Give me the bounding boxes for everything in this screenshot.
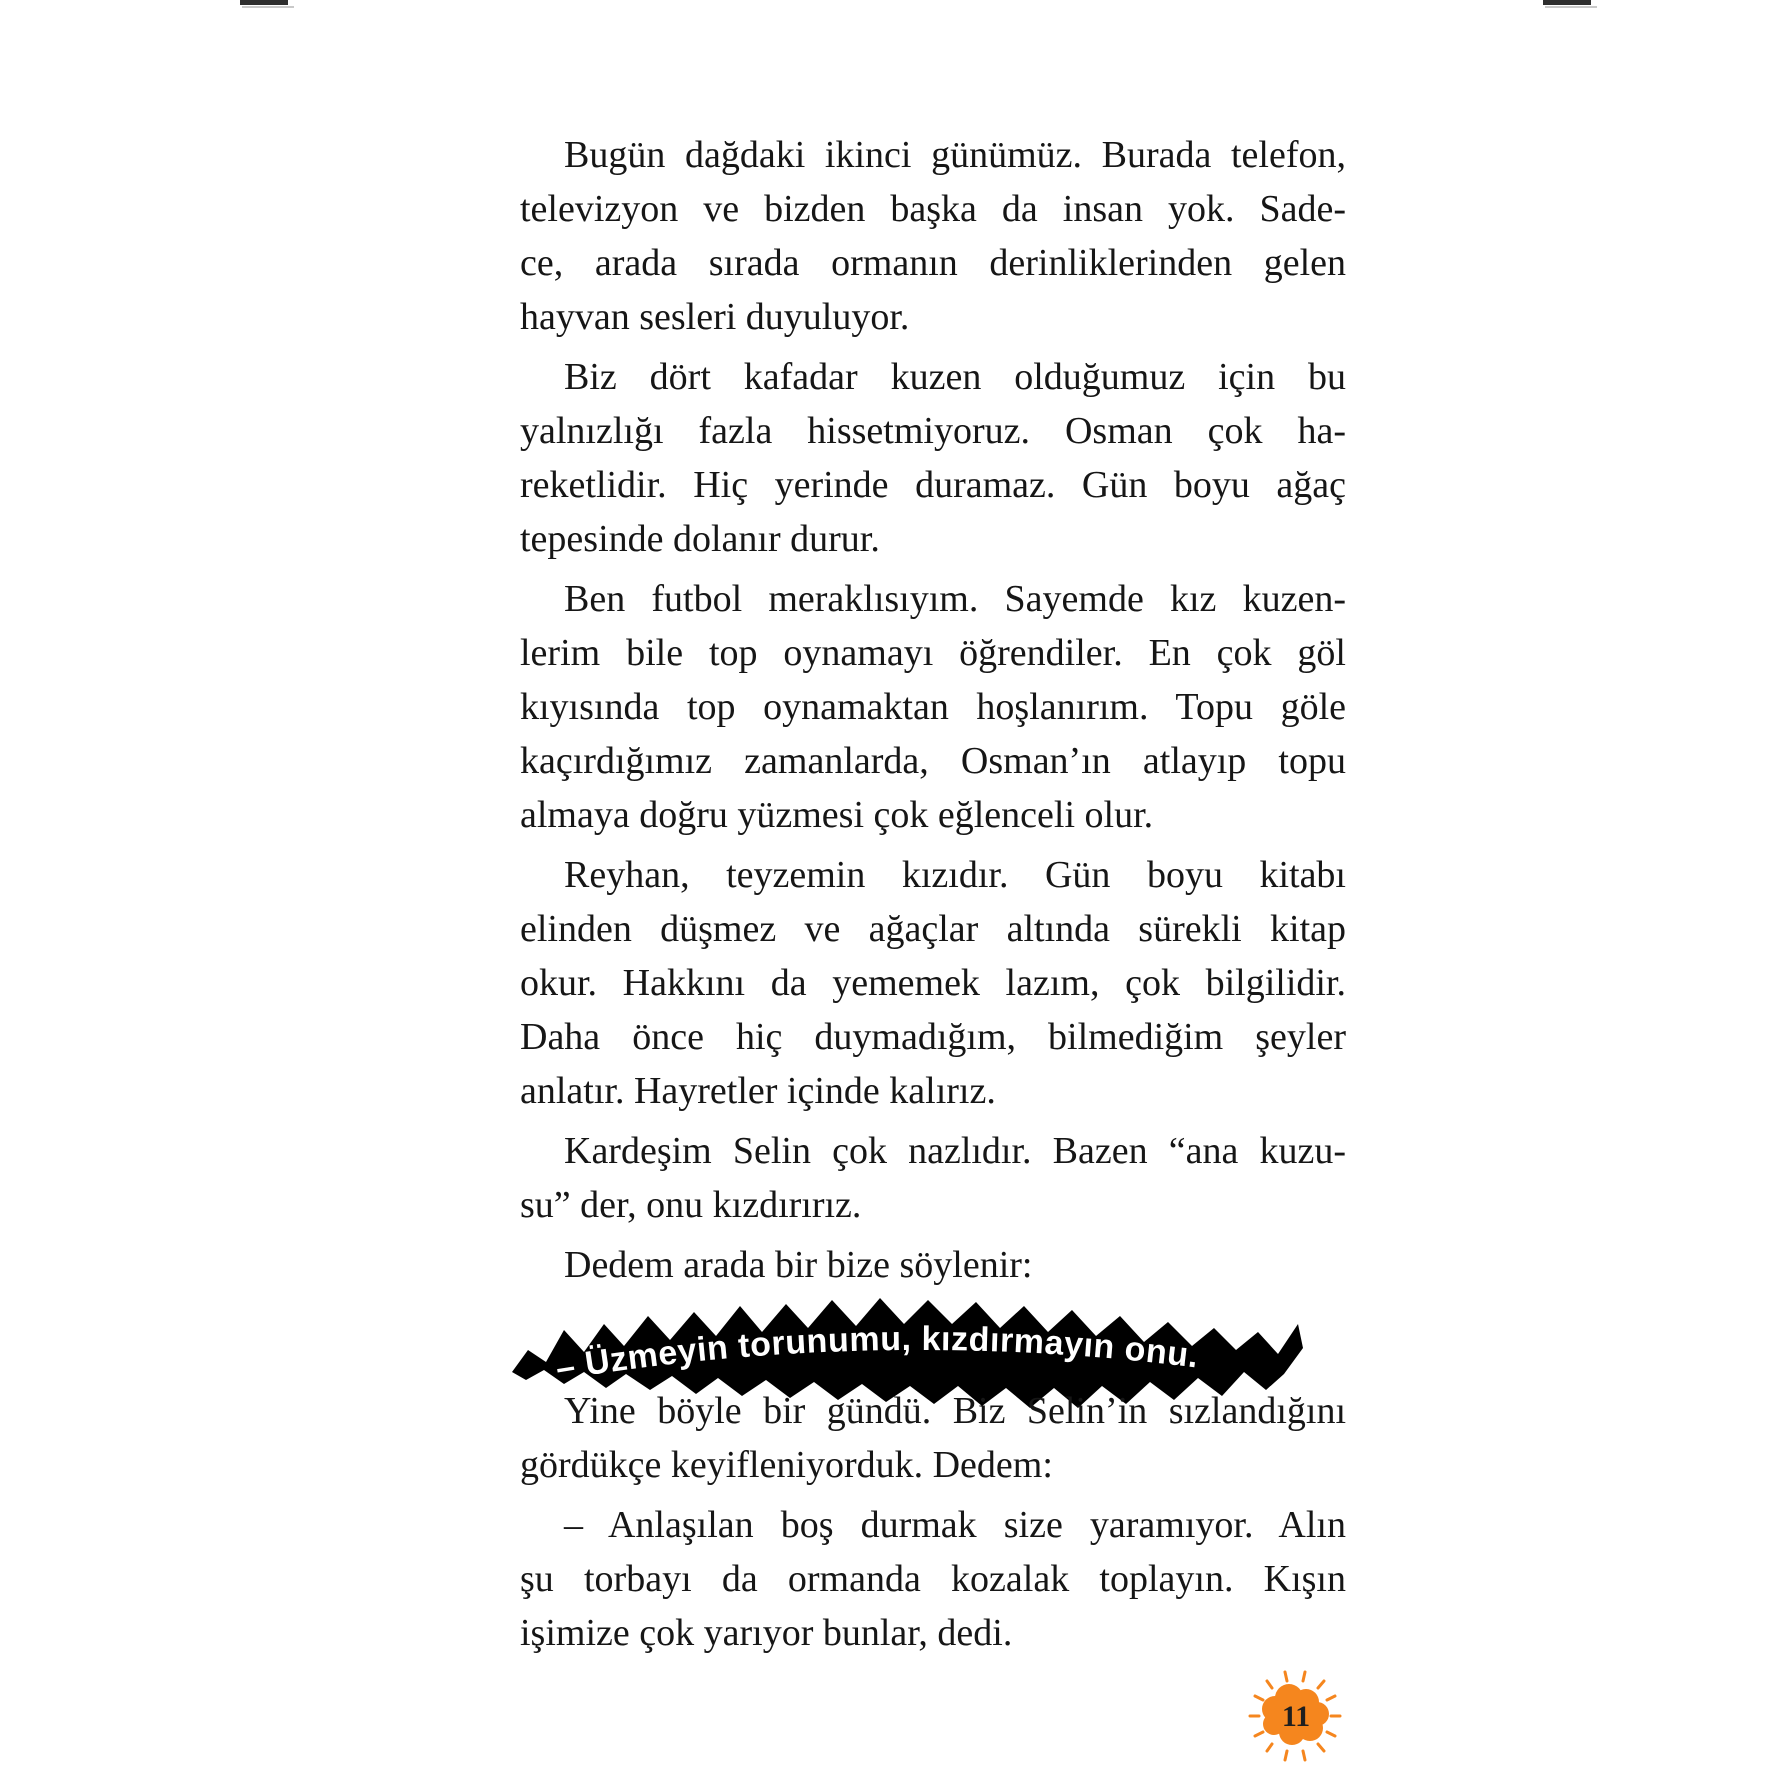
paragraph <box>520 1498 1346 1660</box>
banner-text: – Üzmeyin torunumu, kızdırmayın onu. <box>553 1319 1201 1388</box>
text-line: okur. Hakkını da yememek lazım, çok bilgilidir. <box>520 962 1346 1004</box>
text-line: lerim bile top oynamayı öğrendiler. En çok göl <box>520 632 1346 674</box>
paragraph <box>520 1384 1346 1492</box>
text-line: televizyon ve bizden başka da insan yok. Sade- <box>520 188 1346 230</box>
text-line: Bugün dağdaki ikinci günümüz. Burada telefon, <box>564 134 1346 176</box>
text-line: su” der, onu kızdırırız. <box>520 1184 862 1226</box>
paragraph <box>520 1238 1346 1292</box>
text-line: şu torbayı da ormanda kozalak toplayın. Kışın <box>520 1558 1346 1600</box>
text-line: reketlidir. Hiç yerinde duramaz. Gün boyu ağaç <box>520 464 1346 506</box>
text-column-lower <box>520 1384 1346 1666</box>
text-line: Dedem arada bir bize söylenir: <box>564 1244 1033 1286</box>
text-line: Biz dört kafadar kuzen olduğumuz için bu <box>564 356 1346 398</box>
paragraph <box>520 128 1346 344</box>
paragraph <box>520 572 1346 842</box>
text-line: elinden düşmez ve ağaçlar altında sürekli kitap <box>520 908 1346 950</box>
page-number: 11 <box>1281 1700 1311 1733</box>
sun-cloud-icon <box>1240 1659 1352 1771</box>
paragraph <box>520 848 1346 1118</box>
crop-mark-left <box>240 0 288 5</box>
text-line: yalnızlığı fazla hissetmiyoruz. Osman çok ha- <box>520 410 1346 452</box>
page-number-badge <box>1240 1659 1352 1771</box>
text-column-upper <box>520 128 1346 1298</box>
text-line: Ben futbol meraklısıyım. Sayemde kız kuzen- <box>564 578 1346 620</box>
text-line: Daha önce hiç duymadığım, bilmediğim şeyler <box>520 1016 1346 1058</box>
text-line: kıyısında top oynamaktan hoşlanırım. Topu göle <box>520 686 1346 728</box>
crop-mark-right <box>1543 0 1591 5</box>
text-line: kaçırdığımız zamanlarda, Osman’ın atlayıp topu <box>520 740 1346 782</box>
text-line: Reyhan, teyzemin kızıdır. Gün boyu kitabı <box>564 854 1346 896</box>
text-line: ce, arada sırada ormanın derinliklerinden gelen <box>520 242 1346 284</box>
text-line: hayvan sesleri duyuluyor. <box>520 296 910 338</box>
text-line: tepesinde dolanır durur. <box>520 518 880 560</box>
paragraph <box>520 1124 1346 1232</box>
text-line: – Anlaşılan boş durmak size yaramıyor. Alın <box>564 1504 1346 1546</box>
text-line: işimize çok yarıyor bunlar, dedi. <box>520 1612 1013 1654</box>
text-line: anlatır. Hayretler içinde kalırız. <box>520 1070 996 1112</box>
paragraph <box>520 350 1346 566</box>
text-line: gördükçe keyifleniyorduk. Dedem: <box>520 1444 1053 1486</box>
text-line: Kardeşim Selin çok nazlıdır. Bazen “ana kuzu- <box>564 1130 1346 1172</box>
text-line: almaya doğru yüzmesi çok eğlenceli olur. <box>520 794 1154 836</box>
text-line: Yine böyle bir gündü. Biz Selin’in sızlandığını <box>564 1390 1346 1432</box>
